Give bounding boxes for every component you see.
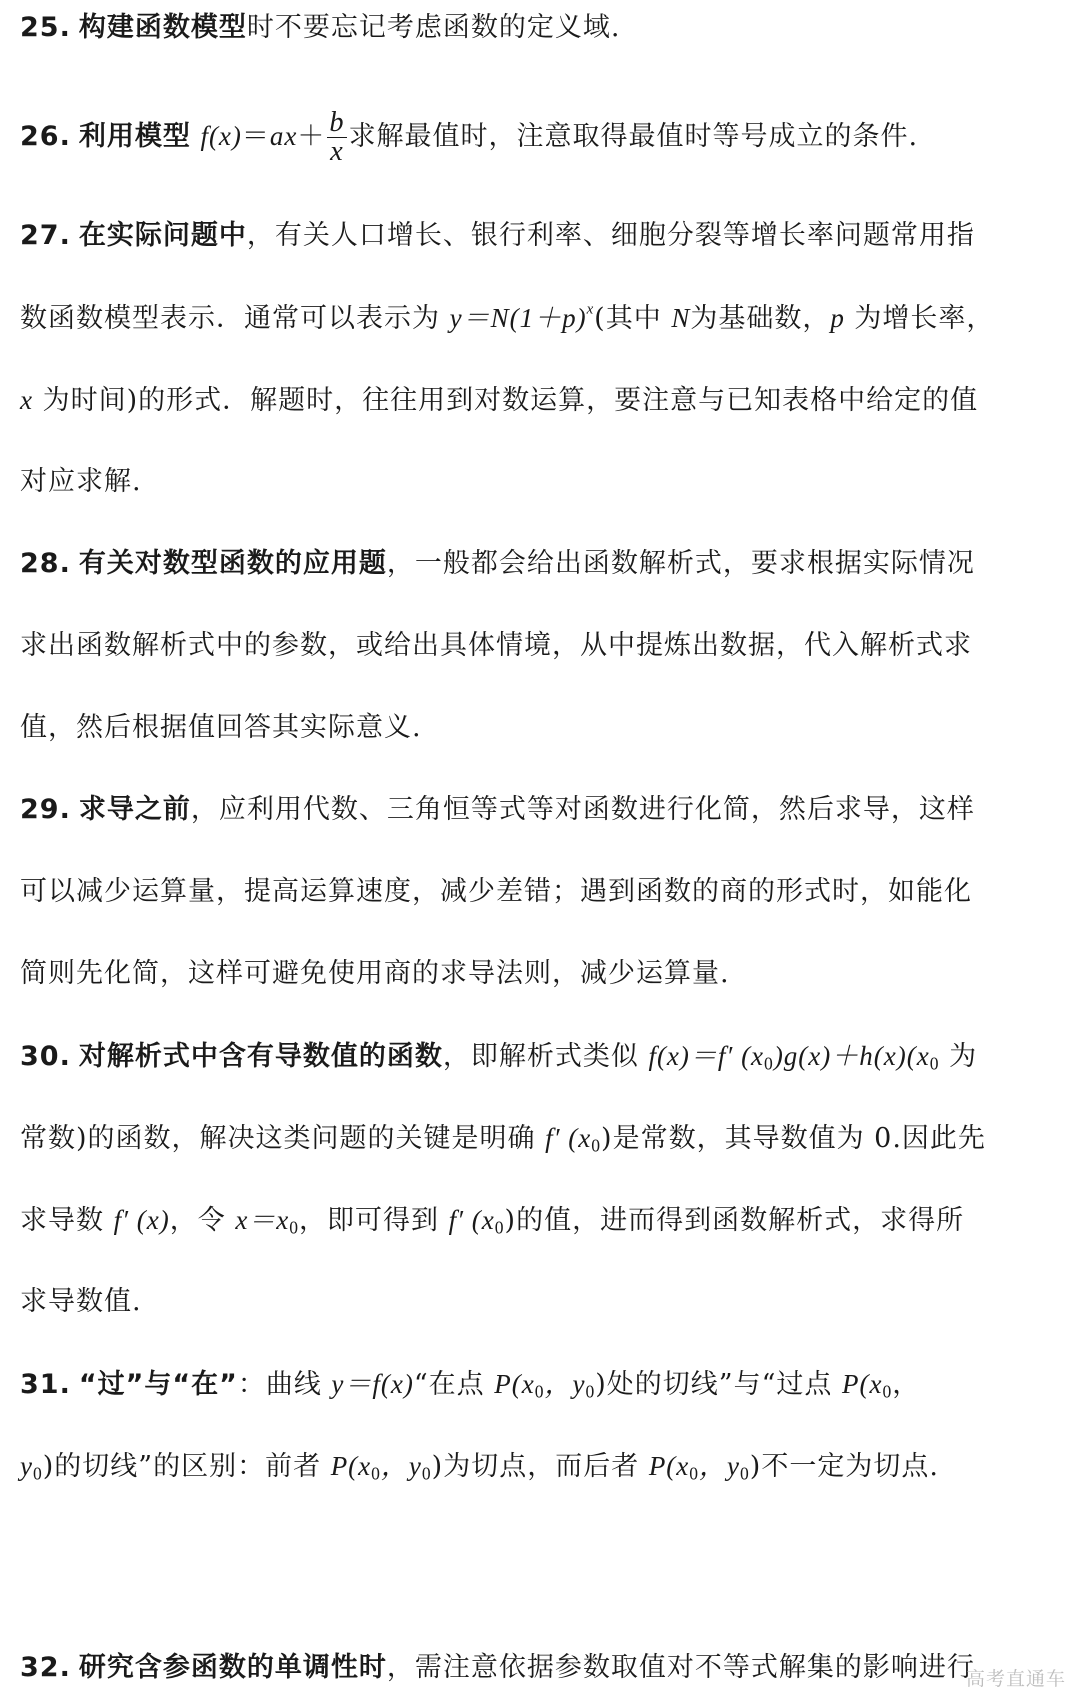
item-text: 常数)的函数，解决这类问题的关键是明确 <box>20 1123 536 1154</box>
item-text: )为切点，而后者 <box>431 1451 640 1482</box>
fraction-denominator: x <box>330 136 344 167</box>
subscript: 0 <box>929 1053 940 1074</box>
subscript: 0 <box>689 1463 700 1484</box>
item-text: (其中 <box>594 303 662 334</box>
item-30-line-3 <box>20 1200 964 1240</box>
item-27-line-1 <box>20 216 975 256</box>
fraction-numerator: b <box>329 106 345 138</box>
variable-p: p <box>830 303 845 333</box>
coord-y: ，y <box>544 1369 586 1399</box>
item-text: 求出函数解析式中的参数，或给出具体情境，从中提炼出数据，代入解析式求 <box>20 630 972 661</box>
item-text: )处的切线”与“过点 <box>595 1369 833 1400</box>
item-27-line-3 <box>20 380 978 420</box>
item-text: 为基础数， <box>690 303 831 334</box>
item-text: 时不要忘记考虑函数的定义域. <box>246 12 621 43</box>
formula-f: f(x)＝f′ (x <box>648 1041 765 1071</box>
item-text: 对应求解. <box>20 466 142 497</box>
subscript: 0 <box>764 1053 774 1074</box>
item-lead: 有关对数型函数的应用题 <box>78 548 387 579</box>
subscript: 0 <box>32 1463 43 1484</box>
item-30-line-2 <box>20 1118 986 1158</box>
item-29-line-3 <box>20 954 730 994</box>
item-lead: 对解析式中含有导数值的函数 <box>78 1041 443 1072</box>
coord-y: ，y <box>699 1451 741 1481</box>
item-28-line-1 <box>20 544 975 584</box>
item-text: )不一定为切点. <box>749 1451 939 1482</box>
item-text: 为增长率， <box>854 303 995 334</box>
formula-f-prime-x: f′ (x) <box>113 1205 170 1235</box>
formula-fraction <box>327 106 346 167</box>
item-text: ，令 <box>169 1205 226 1236</box>
item-27-line-4 <box>20 462 142 502</box>
point-P: P(x <box>842 1369 883 1399</box>
coord-y: ，y <box>380 1451 422 1481</box>
coord-y: y <box>20 1451 33 1481</box>
item-lead: 研究含参函数的单调性时 <box>78 1652 387 1683</box>
formula-g: )g(x)＋h(x)(x <box>773 1041 930 1071</box>
point-P: P(x <box>330 1451 372 1481</box>
subscript: 0 <box>494 1217 505 1238</box>
item-26-line-1 <box>20 106 919 167</box>
item-32-line-1 <box>20 1648 975 1688</box>
item-lead: 利用模型 <box>78 121 191 152</box>
item-text: 为 <box>949 1041 978 1072</box>
formula-curve: y＝f(x) <box>331 1369 414 1399</box>
item-text: 求解最值时，注意取得最值时等号成立的条件. <box>348 121 919 152</box>
formula-exponent: x <box>586 301 595 318</box>
subscript: 0 <box>591 1135 602 1156</box>
formula-x-eq: x＝x <box>235 1205 290 1235</box>
subscript: 0 <box>371 1463 381 1484</box>
item-lead: 求导之前 <box>78 794 191 825</box>
item-number: 30. <box>20 1041 71 1072</box>
variable-x: x <box>20 385 33 415</box>
item-text: )的值，进而得到函数解析式，求得所 <box>504 1205 965 1236</box>
item-number: 26. <box>20 121 71 152</box>
item-text: ，一般都会给出函数解析式，要求根据实际情况 <box>386 548 975 579</box>
item-30-line-4 <box>20 1282 142 1322</box>
formula-eq: ＝ <box>241 121 270 151</box>
item-29-line-2 <box>20 872 972 912</box>
subscript: 0 <box>585 1381 596 1402</box>
variable-N: N <box>671 303 691 333</box>
formula-ax: ax <box>269 121 298 151</box>
formula-f-prime: f′ (x <box>545 1123 592 1153</box>
subscript: 0 <box>534 1381 545 1402</box>
formula-plus: ＋ <box>297 121 326 151</box>
subscript: 0 <box>882 1381 893 1402</box>
item-lead: 在实际问题中 <box>78 220 247 251</box>
item-text: 为时间)的形式．解题时，往往用到对数运算，要注意与已知表格中给定的值 <box>42 385 979 416</box>
item-lead: 构建函数模型 <box>78 12 247 43</box>
item-29-line-1 <box>20 790 975 830</box>
item-31-line-2 <box>20 1446 939 1486</box>
formula-growth: y＝N(1＋p) <box>449 303 587 333</box>
item-number: 27. <box>20 220 71 251</box>
item-number: 32. <box>20 1652 71 1683</box>
item-30-line-1 <box>20 1036 977 1076</box>
item-text: 值，然后根据值回答其实际意义. <box>20 712 422 743</box>
item-text: )是常数，其导数值为 0.因此先 <box>601 1123 986 1154</box>
item-text: ，有关人口增长、银行利率、细胞分裂等增长率问题常用指 <box>246 220 975 251</box>
item-number: 25. <box>20 12 71 43</box>
formula-f-prime-x0: f′ (x <box>448 1205 495 1235</box>
subscript: 0 <box>289 1217 300 1238</box>
item-text: 求导数 <box>20 1205 104 1236</box>
item-text: ， <box>892 1369 921 1400</box>
item-text: 简则先化简，这样可避免使用商的求导法则，减少运算量. <box>20 958 730 989</box>
item-text: ，应利用代数、三角恒等式等对函数进行化简，然后求导，这样 <box>190 794 975 825</box>
item-28-line-2 <box>20 626 972 666</box>
item-text: ：曲线 <box>237 1369 322 1400</box>
subscript: 0 <box>740 1463 750 1484</box>
subscript: 0 <box>421 1463 432 1484</box>
watermark: 高考直通车 <box>965 1668 1066 1690</box>
item-31-line-1 <box>20 1364 920 1404</box>
item-number: 31. <box>20 1369 71 1400</box>
item-text: 可以减少运算量，提高运算速度，减少差错；遇到函数的商的形式时，如能化 <box>20 876 972 907</box>
item-text: “在点 <box>413 1369 485 1400</box>
point-P: P(x <box>648 1451 690 1481</box>
item-25-line-1 <box>20 8 620 48</box>
item-lead: “过”与“在” <box>78 1369 238 1400</box>
item-text: ，即解析式类似 <box>442 1041 639 1072</box>
item-text: ，即可得到 <box>299 1205 440 1236</box>
item-28-line-3 <box>20 708 422 748</box>
item-text: )的切线”的区别：前者 <box>42 1451 322 1482</box>
formula-fx: f(x) <box>200 121 242 151</box>
item-number: 28. <box>20 548 71 579</box>
item-number: 29. <box>20 794 71 825</box>
point-P: P(x <box>494 1369 535 1399</box>
item-text: 数函数模型表示．通常可以表示为 <box>20 303 440 334</box>
item-text: 求导数值. <box>20 1286 142 1317</box>
item-text: ，需注意依据参数取值对不等式解集的影响进行 <box>386 1652 975 1683</box>
item-27-line-2 <box>20 298 994 338</box>
